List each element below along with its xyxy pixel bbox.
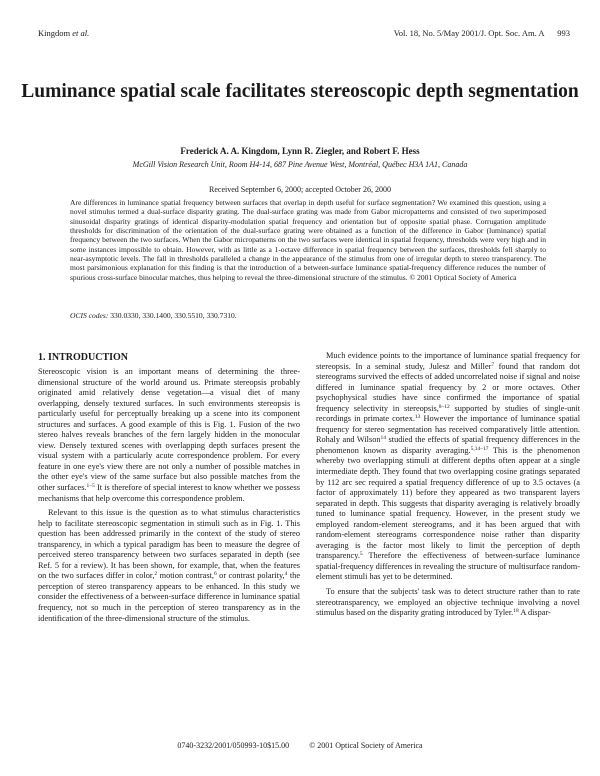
citation-ref: 14 xyxy=(380,435,387,442)
text-run: the perception of stereo transparency appears to be enhanced. In this study we consider the effectiveness of a between-surface difference in luminance spatial frequency, not so much in the perception of stereo transparency as in the identification of the three-dimensional structure of the stimulus. xyxy=(38,571,300,623)
footer-code: 0740-3232/2001/050993-10$15.00 xyxy=(177,741,290,750)
header-et-al: et al. xyxy=(72,28,90,38)
left-column xyxy=(38,367,300,624)
affiliation: McGill Vision Research Unit, Room H4-14, 687 Pine Avenue West, Montréal, Québec H3A 1A1, Canada xyxy=(132,160,468,169)
text-run: or contrast polarity, xyxy=(216,571,285,581)
text-run: Relevant to this issue is the question as to what stimulus characteristics help to facilitate stereoscopic segmentation in stimuli such as in Fig. 1. This question has been addressed primarily in the context of the study of stereo transparency, in which a typical paradigm has been to measure the degree of perceived stereo transparency between two surfaces separated in depth (see Ref. 5 for a review). It has been shown, for example, that, when the features on the two surfaces differ in color, xyxy=(38,508,300,581)
citation-ref: 7 xyxy=(491,361,495,368)
text-run: motion contrast, xyxy=(157,571,214,581)
text-run: Therefore the effectiveness of between-surface luminance spatial-frequency differences in revealing the structure of multisurface random-element stimuli has yet to be determined. xyxy=(316,551,580,582)
citation-ref: 1–5 xyxy=(86,483,95,490)
text-run: However the importance of luminance spatial frequency for stereo segmentation has received comparatively little attention. Rohaly and Wilson xyxy=(316,414,581,445)
citation-ref: 8–12 xyxy=(438,403,450,410)
text-run: supported by studies of single-unit recordings in primate cortex. xyxy=(316,403,580,424)
text-run: found that random dot stereograms survived the effects of added uncorrelated noise if signal and noise differed in luminance spatial frequency by 2 or more octaves. Other psychophysical studies have since confirmed the importance of spatial frequency selectivity in stereopsis, xyxy=(316,361,580,413)
footer-copyright: © 2001 Optical Society of America xyxy=(309,741,423,750)
header-author: Kingdom xyxy=(38,28,71,38)
running-header-journal xyxy=(394,28,570,38)
intro-paragraph-4 xyxy=(316,587,580,619)
ocis-codes xyxy=(70,311,546,320)
intro-paragraph-3 xyxy=(316,351,580,583)
text-run: Stereoscopic vision is an important means of determining the three-dimensional structure of the world around us. Primate stereopsis probably originated amid relatively dense vegetation—a visual diet of many overlapping, densely textured surfaces. In such environments stereopsis is particularly useful for perceptually breaking up a scene into its component structures and surfaces. A good example of this is Fig. 1. Fusion of the two stereo halves reveals branches of the fern largely hidden in the monocular view. Densely textured scenes with overlapping depth surfaces present the visual system with a particularly acute correspondence problem. For every feature in one eye's view there are not only a number of possible matches in the other eye's view of the same surface but also possible matches from the other surfaces. xyxy=(38,367,300,493)
page-footer xyxy=(0,741,600,750)
citation-ref: 13 xyxy=(414,414,421,421)
header-page-number: 993 xyxy=(557,28,570,38)
citation-ref: 5 xyxy=(359,551,363,558)
ocis-label: OCIS codes: xyxy=(70,311,109,320)
section-heading: 1. INTRODUCTION xyxy=(38,352,129,363)
text-run: Much evidence points to the importance of luminance spatial frequency for stereopsis. In a seminal study, Julesz and Miller xyxy=(316,351,580,371)
intro-paragraph-1 xyxy=(38,367,300,504)
text-run: To ensure that the subjects' task was to detect structure rather than to rate stereotransparency, we employed an objective technique involving a novel stimulus based on the disparity grating introduced by Tyler. xyxy=(316,587,580,618)
citation-ref: 4 xyxy=(284,571,288,578)
running-header-authors xyxy=(38,28,89,38)
text-run: A dispar- xyxy=(518,608,551,618)
text-run: studied the effects of spatial frequency differences in the phenomenon known as disparity averaging. xyxy=(316,435,580,455)
paper-title: Luminance spatial scale facilitates stereoscopic depth segmentation xyxy=(21,81,579,102)
received-dates: Received September 6, 2000; accepted October 26, 2000 xyxy=(209,185,391,194)
text-run: This is the phenomenon whereby two overlapping stimuli at different depths often appear at a single intermediate depth. They found that two overlapping cosine gratings separated by 112 arc sec required a spatial frequency difference of up to 3.5 octaves (a factor of approximately 11) before they appeared as two transparent layers separated in depth. This suggests that disparity averaging is relatively broadly tuned to luminance spatial frequency. However, in the present study we employed random-element stereograms, and it has been argued that with random-element stereograms correspondence noise rather than disparity averaging is the factor most likely to limit the perception of depth transparency. xyxy=(316,445,580,561)
right-column xyxy=(316,351,580,619)
header-journal-ref: Vol. 18, No. 5/May 2001/J. Opt. Soc. Am. A xyxy=(393,28,545,38)
text-run: It is therefore of special interest to know whether we possess mechanisms that help overcome this correspondence problem. xyxy=(38,483,300,503)
citation-ref: 5,14–17 xyxy=(470,445,489,452)
citation-ref: 18 xyxy=(513,608,519,615)
citation-ref: 6 xyxy=(213,571,217,578)
ocis-code-list: 330.0330, 330.1400, 330.5510, 330.7310. xyxy=(110,311,237,320)
citation-ref: 2 xyxy=(154,571,158,578)
intro-paragraph-2 xyxy=(38,508,300,624)
abstract: Are differences in luminance spatial frequency between surfaces that overlap in depth useful for surface segmentation? We examined this question, using a novel stimulus termed a dual-surface disparity grating. The dual-surface grating was made from Gabor micropatterns and consisted of two superimposed sinusoidal disparity gratings of identical disparity-modulation spatial frequency and orientation but of opposite spatial phase. Corrugation amplitude thresholds for discrimination of the orientation of the dual-surface grating were obtained as a function of the difference in Gabor (luminance) spatial frequency between the two surfaces. When the Gabor micropatterns on the two surfaces were identical in spatial frequency, thresholds were very high and in some instances impossible to obtain. However, with as little as a 1-octave difference in spatial frequency between the surfaces, thresholds fell sharply to near-asymptotic levels. The fall in thresholds paralleled a change in the appearance of the stimulus from one of irregular depth to stereo transparency. The most parsimonious explanation for this finding is that the introduction of a between-surface luminance spatial-frequency difference reduces the number of spurious cross-surface binocular matches, thus helping to reveal the three-dimensional structure of the stimulus. © 2001 Optical Society of America xyxy=(70,198,546,282)
author-list: Frederick A. A. Kingdom, Lynn R. Ziegler, and Robert F. Hess xyxy=(180,146,420,156)
